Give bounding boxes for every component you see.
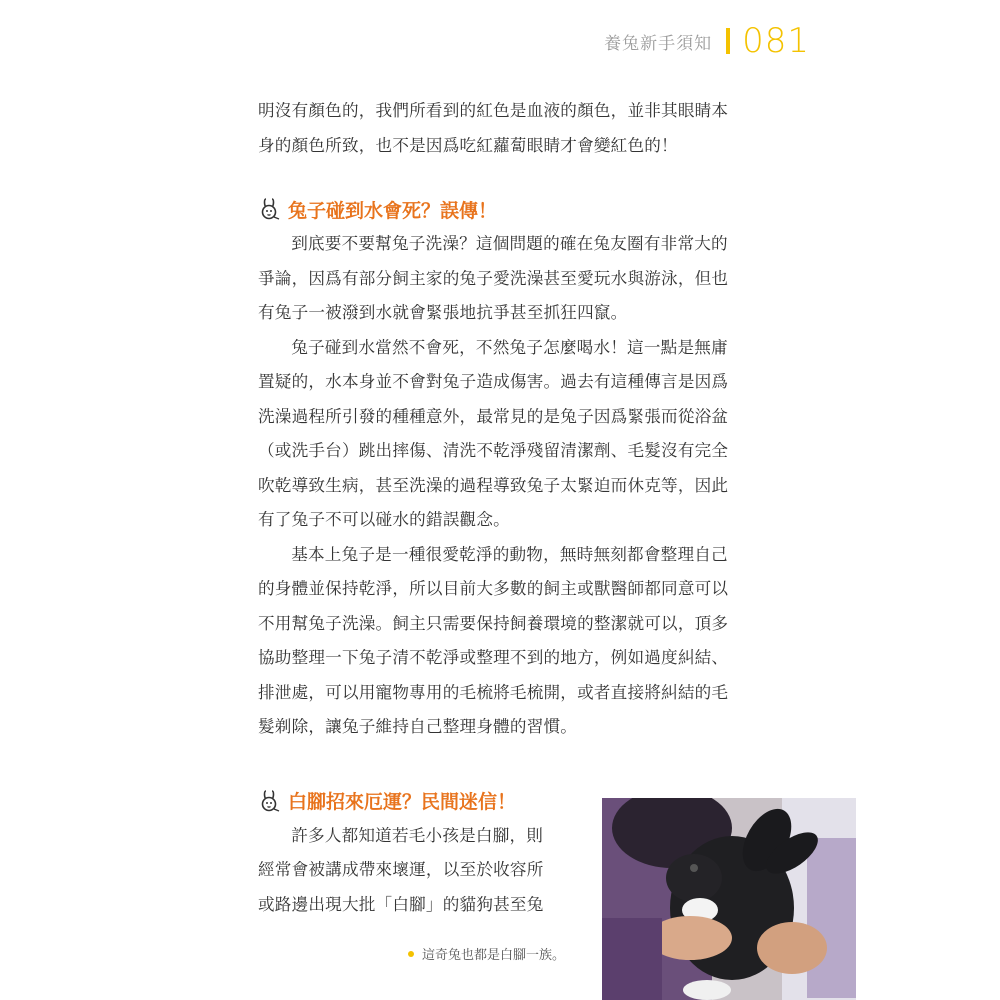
section-title: 兔子碰到水會死？誤傳！ bbox=[288, 199, 498, 222]
text-line: （或洗手台）跳出摔傷、清洗不乾淨殘留清潔劑、毛髮沒有完全 bbox=[258, 441, 729, 460]
rabbit-photo bbox=[602, 798, 856, 1000]
text-line: 明沒有顏色的，我們所看到的紅色是血液的顏色，並非其眼睛本 bbox=[258, 101, 729, 120]
header-divider bbox=[726, 28, 730, 54]
text-line: 協助整理一下兔子清不乾淨或整理不到的地方，例如過度糾結、 bbox=[258, 648, 729, 667]
body-paragraph bbox=[258, 331, 773, 538]
body-paragraph bbox=[258, 819, 578, 923]
text-line: 有兔子一被潑到水就會緊張地抗爭甚至抓狂四竄。 bbox=[258, 303, 628, 322]
section-title: 白腳招來厄運？民間迷信！ bbox=[288, 791, 517, 813]
text-line: 基本上兔子是一種很愛乾淨的動物，無時無刻都會整理自己 bbox=[291, 544, 728, 564]
caption-bullet bbox=[408, 951, 414, 957]
text-line: 排泄處，可以用寵物專用的毛梳將毛梳開，或者直接將糾結的毛 bbox=[258, 682, 729, 702]
text-line: 經常會被講成帶來壞運，以至於收容所 bbox=[258, 860, 544, 879]
rabbit-head-icon bbox=[258, 197, 282, 221]
text-line: 身的顏色所致，也不是因爲吃紅蘿蔔眼睛才會變紅色的！ bbox=[258, 135, 678, 155]
section-heading-1 bbox=[258, 191, 773, 227]
intro-paragraph bbox=[258, 94, 773, 163]
text-line: 到底要不要幫兔子洗澡？這個問題的確在兔友圈有非常大的 bbox=[291, 234, 728, 253]
text-line: 爭論，因爲有部分飼主家的兔子愛洗澡甚至愛玩水與游泳，但也 bbox=[258, 268, 729, 288]
text-line: 或路邊出現大批「白腳」的貓狗甚至兔 bbox=[258, 894, 544, 914]
caption-text: 這奇兔也都是白腳一族。 bbox=[422, 948, 566, 963]
text-line: 有了兔子不可以碰水的錯誤觀念。 bbox=[258, 510, 510, 529]
page-number: 081 bbox=[742, 21, 810, 61]
text-line: 兔子碰到水當然不會死，不然兔子怎麼喝水！這一點是無庸 bbox=[291, 337, 728, 357]
rabbit-photo-illustration bbox=[602, 798, 856, 1000]
text-line: 洗澡過程所引發的種種意外，最常見的是兔子因爲緊張而從浴盆 bbox=[258, 406, 729, 426]
body-paragraph bbox=[258, 538, 773, 745]
page-header bbox=[604, 21, 810, 61]
photo-caption bbox=[408, 944, 565, 963]
body-paragraph bbox=[258, 227, 773, 331]
text-line: 不用幫兔子洗澡。飼主只需要保持飼養環境的整潔就可以，頂多 bbox=[258, 613, 729, 633]
text-line: 髮剃除，讓兔子維持自己整理身體的習慣。 bbox=[258, 717, 578, 736]
text-line: 吹乾導致生病，甚至洗澡的過程導致兔子太緊迫而休克等，因此 bbox=[258, 475, 729, 495]
text-line: 許多人都知道若毛小孩是白腳，則 bbox=[291, 825, 544, 845]
book-title: 養兔新手須知 bbox=[604, 33, 713, 54]
text-line: 置疑的，水本身並不會對兔子造成傷害。過去有這種傳言是因爲 bbox=[258, 372, 729, 391]
text-line: 的身體並保持乾淨，所以目前大多數的飼主或獸醫師都同意可以 bbox=[258, 579, 729, 598]
rabbit-head-icon bbox=[258, 789, 282, 813]
